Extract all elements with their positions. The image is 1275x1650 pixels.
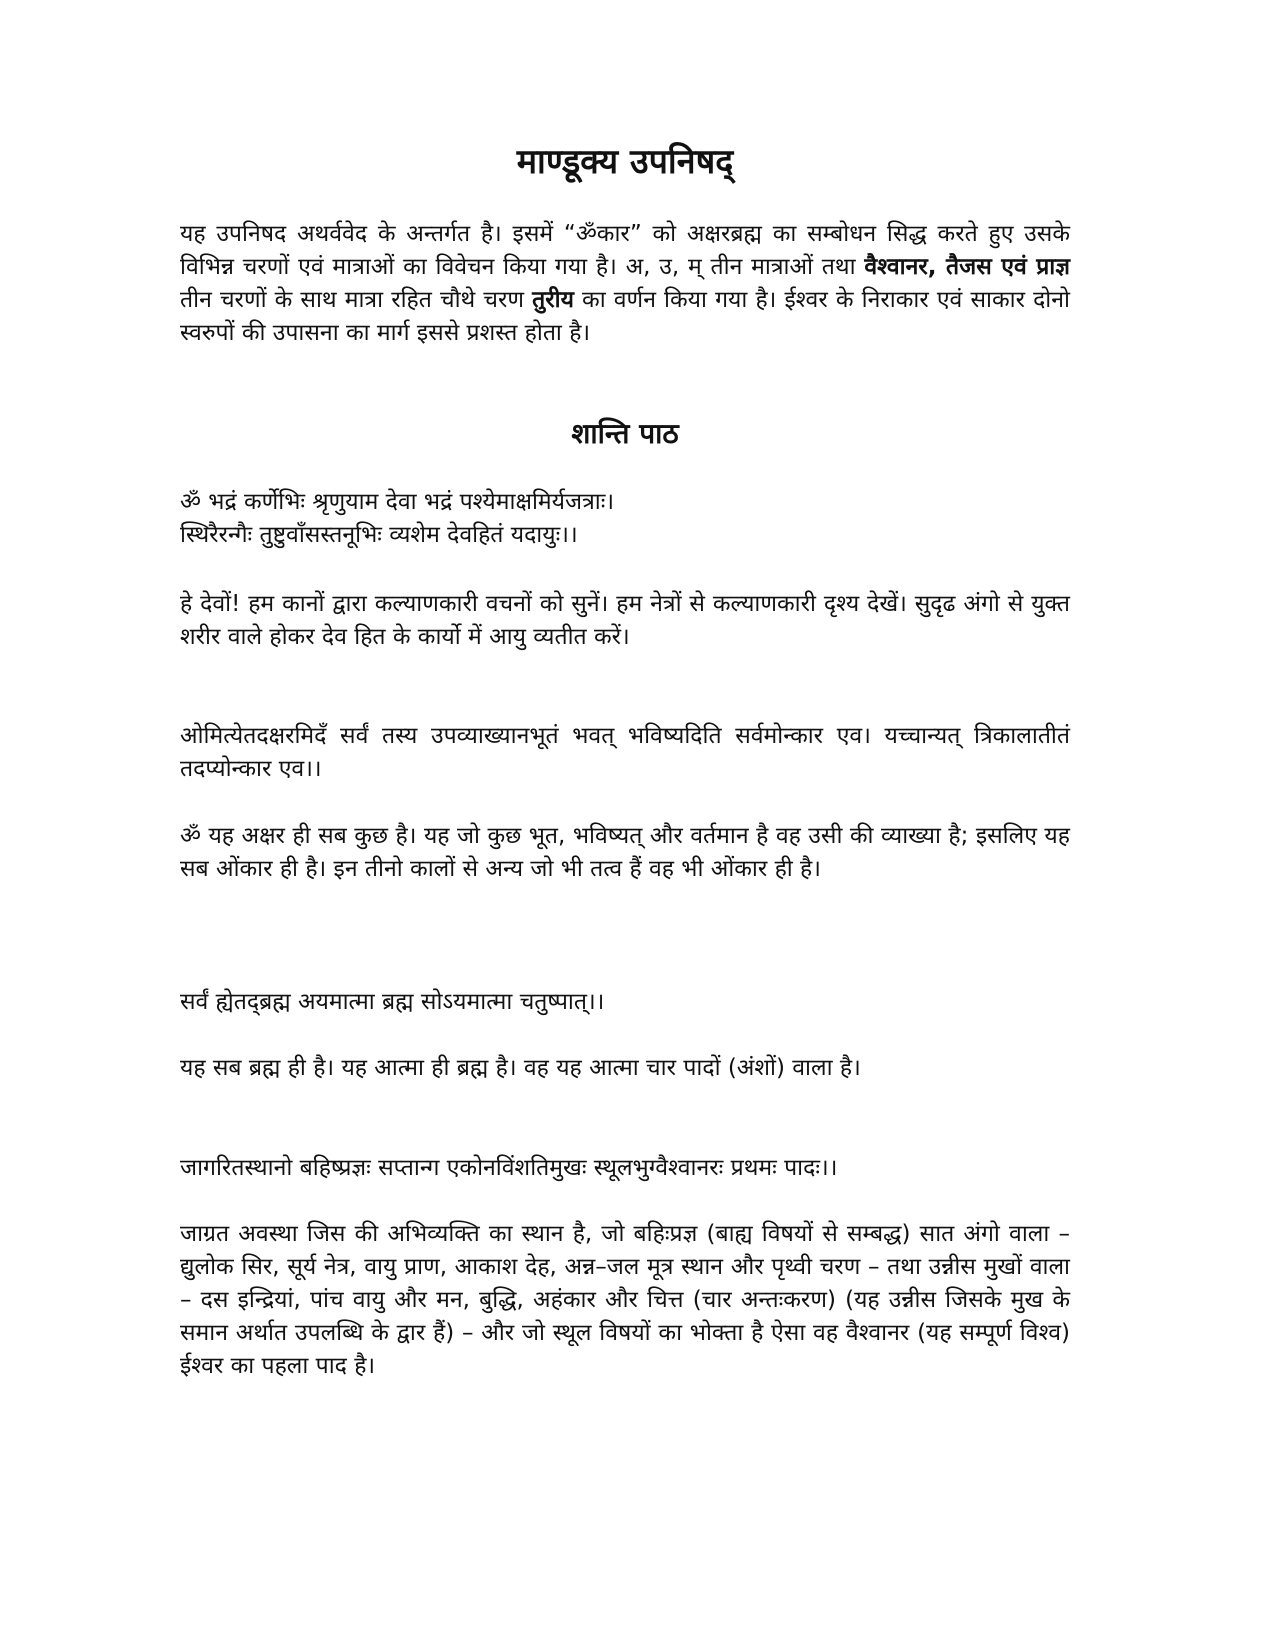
intro-bold-turiya: तुरीय — [532, 287, 574, 313]
document-page — [180, 0, 1070, 1650]
shanti-verse — [180, 486, 1070, 552]
shanti-path-heading: शान्ति पाठ — [571, 417, 679, 450]
page-title: माण्डूक्य उपनिषद् — [516, 142, 734, 182]
verse-3: जागरितस्थानो बहिष्प्रज्ञः सप्तान्ग एकोनविंशतिमुखः स्थूलभुग्वैश्वानरः प्रथमः पादः।। — [180, 1155, 838, 1181]
verse-2: सर्वं ह्येतद्ब्रह्म अयमात्मा ब्रह्म सोऽयमात्मा चतुष्पात्।। — [180, 989, 605, 1015]
verse-1: ओमित्येतदक्षरमिदँ सर्वं तस्य उपव्याख्यानभूतं भवत् भविष्यदिति सर्वमोन्कार एव। यच्चान्यत् त्रिकालातीतं तदप्योन्कार एव।। — [180, 723, 1070, 782]
meaning-2: यह सब ब्रह्म ही है। यह आत्मा ही ब्रह्म है। वह यह आत्मा चार पादों (अंशों) वाला है। — [180, 1055, 861, 1081]
intro-text-1: यह उपनिषद अथर्ववेद के अन्तर्गत है। इसमें “ॐकार” को अक्षरब्रह्म का सम्बोधन सिद्ध करते हुए उसके विभिन्न चरणों एवं मात्राओं का विवेचन किया गया है। अ, उ, म् तीन मात्राओं तथा — [180, 221, 1070, 280]
meaning-1: ॐ यह अक्षर ही सब कुछ है। यह जो कुछ भूत, भविष्यत् और वर्तमान है वह उसी की व्याख्या है; इसलिए यह सब ओंकार ही है। इन तीनो कालों से अन्य जो भी तत्व हैं वह भी ओंकार ही है। — [180, 823, 1070, 882]
shanti-meaning: हे देवों! हम कानों द्वारा कल्याणकारी वचनों को सुनें। हम नेत्रों से कल्याणकारी दृश्य देखें। सुदृढ अंगो से युक्त शरीर वाले होकर देव हित के कार्यो में आयु व्यतीत करें। — [180, 591, 1070, 650]
meaning-3: जाग्रत अवस्था जिस की अभिव्यक्ति का स्थान है, जो बहिःप्रज्ञ (बाह्य विषयों से सम्बद्ध) सात अंगो वाला – द्युलोक सिर, सूर्य नेत्र, वायु प्राण, आकाश देह, अन्न–जल मूत्र स्थान और पृथ्वी चरण – तथा उन्नीस मुखों वाला – दस इन्द्रियां, पांच वायु और मन, बुद्धि, अहंकार और चित्त (चार अन्तःकरण) (यह उन्नीस जिसके मुख के समान अर्थात उपलब्धि के द्वार हैं) – और जो स्थूल विषयों का भोक्ता है ऐसा वह वैश्वानर (यह सम्पूर्ण विश्व) ईश्वर का पहला पाद है। — [180, 1221, 1070, 1379]
intro-text-2: तीन चरणों के साथ मात्रा रहित चौथे चरण — [180, 287, 533, 313]
intro-text-3: का वर्णन किया गया है। ईश्वर के निराकार एवं साकार दोनो स्वरुपों की उपासना का मार्ग इससे प्रशस्त होता है। — [180, 287, 1070, 346]
shanti-verse-line-2: स्थिरैरन्गैः तुष्टुवाँसस्तनूभिः व्यशेम देवहितं यदायुः।। — [180, 522, 578, 548]
shanti-verse-line-1: ॐ भद्रं कर्णेभिः श्रृणुयाम देवा भद्रं पश्येमाक्षमिर्यजत्राः। — [180, 489, 615, 515]
intro-paragraph — [180, 218, 1070, 350]
intro-bold-three-states: वैश्वानर, तैजस एवं प्राज्ञ — [864, 254, 1070, 280]
